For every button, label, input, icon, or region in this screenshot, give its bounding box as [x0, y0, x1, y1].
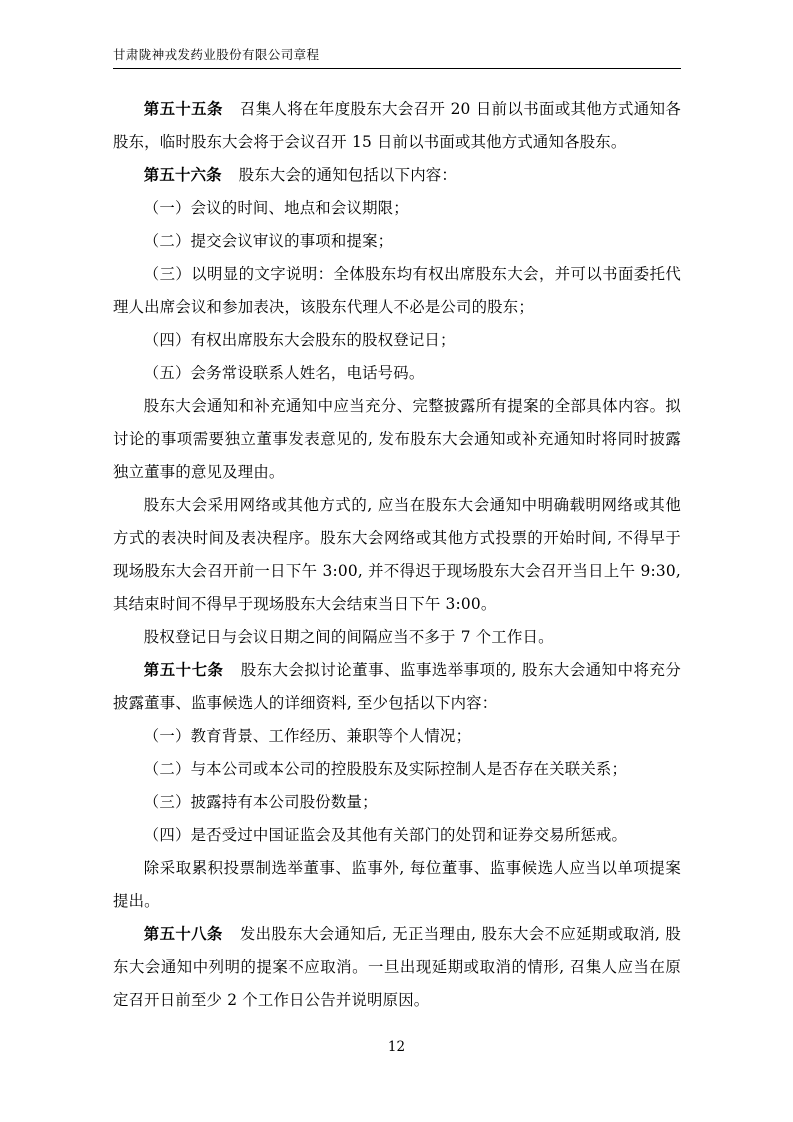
paragraph-56-c: 股权登记日与会议日期之间的间隔应当不多于 7 个工作日。: [143, 627, 554, 646]
list-item-56-2: （二）提交会议审议的事项和提案；: [143, 231, 394, 250]
article-label-57: 第五十七条: [143, 660, 224, 679]
article-label-55: 第五十五条: [143, 99, 223, 118]
paragraph-article-56: [113, 159, 681, 192]
paragraph-56-a: 股东大会通知和补充通知中应当充分、完整披露所有提案的全部具体内容。拟讨论的事项需要独立董事发表意见的, 发布股东大会通知或补充通知时将同时披露独立董事的意见及理由。: [113, 396, 681, 481]
list-item-56-4: （四）有权出席股东大会股东的股权登记日；: [143, 330, 456, 349]
article-text-55: 召集人将在年度股东大会召开 20 日前以书面或其他方式通知各股东，临时股东大会将于会议召开 15 日前以书面或其他方式通知各股东。: [113, 99, 681, 151]
list-item-57-4: （四）是否受过中国证监会及其他有关部门的处罚和证券交易所惩戒。: [143, 825, 628, 844]
page-content: [113, 46, 681, 1017]
article-label-58: 第五十八条: [143, 924, 223, 943]
page-header: 甘肃陇神戎发药业股份有限公司章程: [113, 46, 681, 69]
list-item-56-5: （五）会务常设联系人姓名，电话号码。: [143, 363, 425, 382]
list-item-57-1: （一）教育背景、工作经历、兼职等个人情况；: [143, 726, 472, 745]
document-body: [113, 93, 681, 1017]
page-number: 12: [387, 1039, 406, 1055]
article-text-56: 股东大会的通知包括以下内容：: [238, 165, 457, 184]
paragraph-56-b: 股东大会采用网络或其他方式的, 应当在股东大会通知中明确载明网络或其他方式的表决时间及表决程序。股东大会网络或其他方式投票的开始时间, 不得早于现场股东大会召开前一日下午 3:00, 并不得迟于现场股东大会召开当日上午 9:30, 其结束时间不得早于现场股东大会结束当日下午 3:00。: [113, 495, 681, 613]
paragraph-57-a: 除采取累积投票制选举董事、监事外, 每位董事、监事候选人应当以单项提案提出。: [113, 858, 681, 910]
list-item-56-3: （三）以明显的文字说明：全体股东均有权出席股东大会，并可以书面委托代理人出席会议和参加表决，该股东代理人不必是公司的股东；: [113, 264, 681, 316]
list-item-56-1: （一）会议的时间、地点和会议期限；: [143, 198, 409, 217]
paragraph-article-58: [113, 918, 681, 1017]
article-text-57: 股东大会拟讨论董事、监事选举事项的, 股东大会通知中将充分披露董事、监事候选人的详细资料, 至少包括以下内容：: [113, 660, 681, 712]
paragraph-article-55: [113, 93, 681, 159]
list-item-57-3: （三）披露持有本公司股份数量；: [143, 792, 378, 811]
list-item-57-2: （二）与本公司或本公司的控股股东及实际控制人是否存在关联关系；: [143, 759, 628, 778]
paragraph-article-57: [113, 654, 681, 720]
article-text-58: 发出股东大会通知后, 无正当理由, 股东大会不应延期或取消, 股东大会通知中列明的提案不应取消。一旦出现延期或取消的情形, 召集人应当在原定召开日前至少 2 个工作日公告并说明原因。: [113, 924, 681, 1009]
article-label-56: 第五十六条: [143, 165, 222, 184]
